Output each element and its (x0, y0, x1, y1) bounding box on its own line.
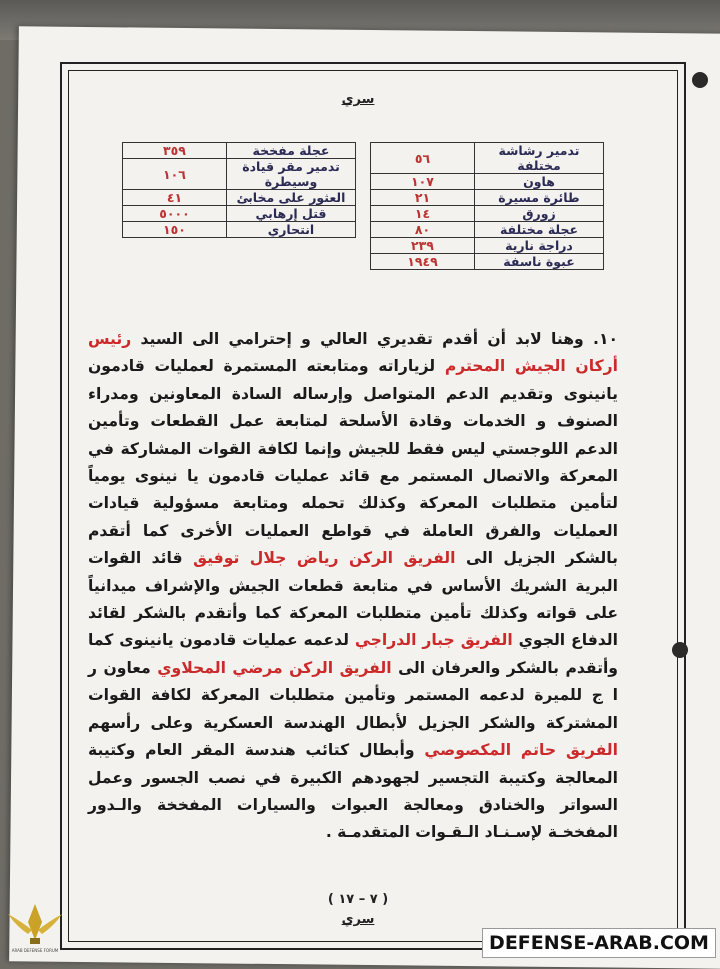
table-row (371, 143, 604, 174)
paragraph-text: قائد القوات البرية الشريك الأساس في متابعة قطعات الجيش والإشراف ميدانياً على قواته وكذلك تأمين متطلبات المعركة كما وأتقدم بالشكر لقائد الدفاع الجوي (88, 549, 618, 650)
item-name: زورق (475, 206, 604, 222)
item-name: تدمير مقر قيادة وسيطرة (227, 159, 356, 190)
item-value: ١٤ (371, 206, 475, 222)
highlighted-name: رئيس أركان الجيش المحترم (88, 330, 618, 376)
table-row (123, 222, 356, 238)
item-name: العثور على مخابئ (227, 190, 356, 206)
table-row (123, 159, 356, 190)
item-value: ٤١ (123, 190, 227, 206)
highlighted-name: الفريق حاتم المكصوصي (424, 741, 618, 760)
item-name: عبوة ناسفة (475, 254, 604, 270)
table-row (123, 190, 356, 206)
item-value: ٥٦ (371, 143, 475, 174)
item-value: ٥٠٠٠ (123, 206, 227, 222)
item-name: دراجة نارية (475, 238, 604, 254)
defense-arab-logo-icon (4, 900, 66, 956)
table-row (123, 143, 356, 159)
punch-hole-icon (672, 642, 688, 658)
item-value: ١٠٧ (371, 174, 475, 190)
watermark-banner: DEFENSE-ARAB.COM (482, 928, 716, 958)
punch-hole-icon (692, 72, 708, 88)
item-value: ٨٠ (371, 222, 475, 238)
paragraph-text: لزياراته ومتابعته المستمرة لعمليات قادمون يانينوى وتقديم الدعم المتواصل وإرساله السادة المعاونين ومدراء الصنوف و الخدمات وقادة الأسلحة لمتابعة عمل القطعات وتأمين الدعم اللوجستي ليس فقط للجيش وإنما لكافة القوات المشاركة في المعركة والاتصال المستمر مع قائد عمليات قادمون يا نينوى يومياً لتأمين متطلبات المعركة وكذلك تحمله ومتابعة مسؤولية قيادات العمليات والفرق العاملة في قواطع العمليات الأخرى كما أتقدم بالشكر الجزيل الى (88, 357, 618, 568)
paragraph-text: ١٠. وهنا لابد أن أقدم تقديري العالي و إحترامي الى السيد (131, 330, 618, 348)
stats-table-right (370, 142, 604, 270)
item-name: قتل إرهابي (227, 206, 356, 222)
item-name: تدمير رشاشة مختلفة (475, 143, 604, 174)
highlighted-name: الفريق الركن رياض جلال توفيق (193, 549, 456, 568)
item-value: ٢١ (371, 190, 475, 206)
item-name: انتحاري (227, 222, 356, 238)
highlighted-name: الفريق الركن مرضي المحلاوي (157, 658, 392, 677)
paragraph-text: معاون ر ا ج للميرة لدعمه المستمر وتأمين متطلبات المعركة لكافة القوات المشتركة والشكر الجزيل لأبطال الهندسة العسكرية وعلى رأسهم (88, 658, 618, 732)
item-value: ١٩٤٩ (371, 254, 475, 270)
table-row (371, 254, 604, 270)
table-row (371, 222, 604, 238)
item-name: عجلة مختلفة (475, 222, 604, 238)
paragraph-text: لدعمه عمليات قادمون يانينوى كما وأتقدم بالشكر والعرفان الى (88, 631, 618, 677)
table-row (371, 206, 604, 222)
item-name: هاون (475, 174, 604, 190)
main-paragraph (88, 326, 618, 847)
table-row (371, 190, 604, 206)
stats-table-left (122, 142, 356, 238)
logo-caption: ARAB DEFENSE FORUM (11, 948, 59, 953)
item-value: ١٠٦ (123, 159, 227, 190)
table-row (371, 174, 604, 190)
item-value: ٢٣٩ (371, 238, 475, 254)
table-row (123, 206, 356, 222)
item-value: ٣٥٩ (123, 143, 227, 159)
table-row (371, 238, 604, 254)
classification-header: سري (341, 92, 375, 107)
item-value: ١٥٠ (123, 222, 227, 238)
paragraph-text: وأبطال كتائب هندسة المقر العام وكتيبة المعالجة وكتيبة التجسير لجهودهم الكبيرة في نصب الجسور وعمل السواتر والخنادق ومعالجة العبوات والسيارات المفخخة والـدور المفخخـة لإسـنـاد الـقـوات المتقدمـة . (88, 741, 618, 842)
classification-footer: سري (341, 912, 375, 927)
highlighted-name: الفريق جبار الدراجي (354, 631, 513, 650)
item-name: عجلة مفخخة (227, 143, 356, 159)
page-number: ( ٧ – ١٧ ) (327, 892, 389, 907)
item-name: طائرة مسيرة (475, 190, 604, 206)
